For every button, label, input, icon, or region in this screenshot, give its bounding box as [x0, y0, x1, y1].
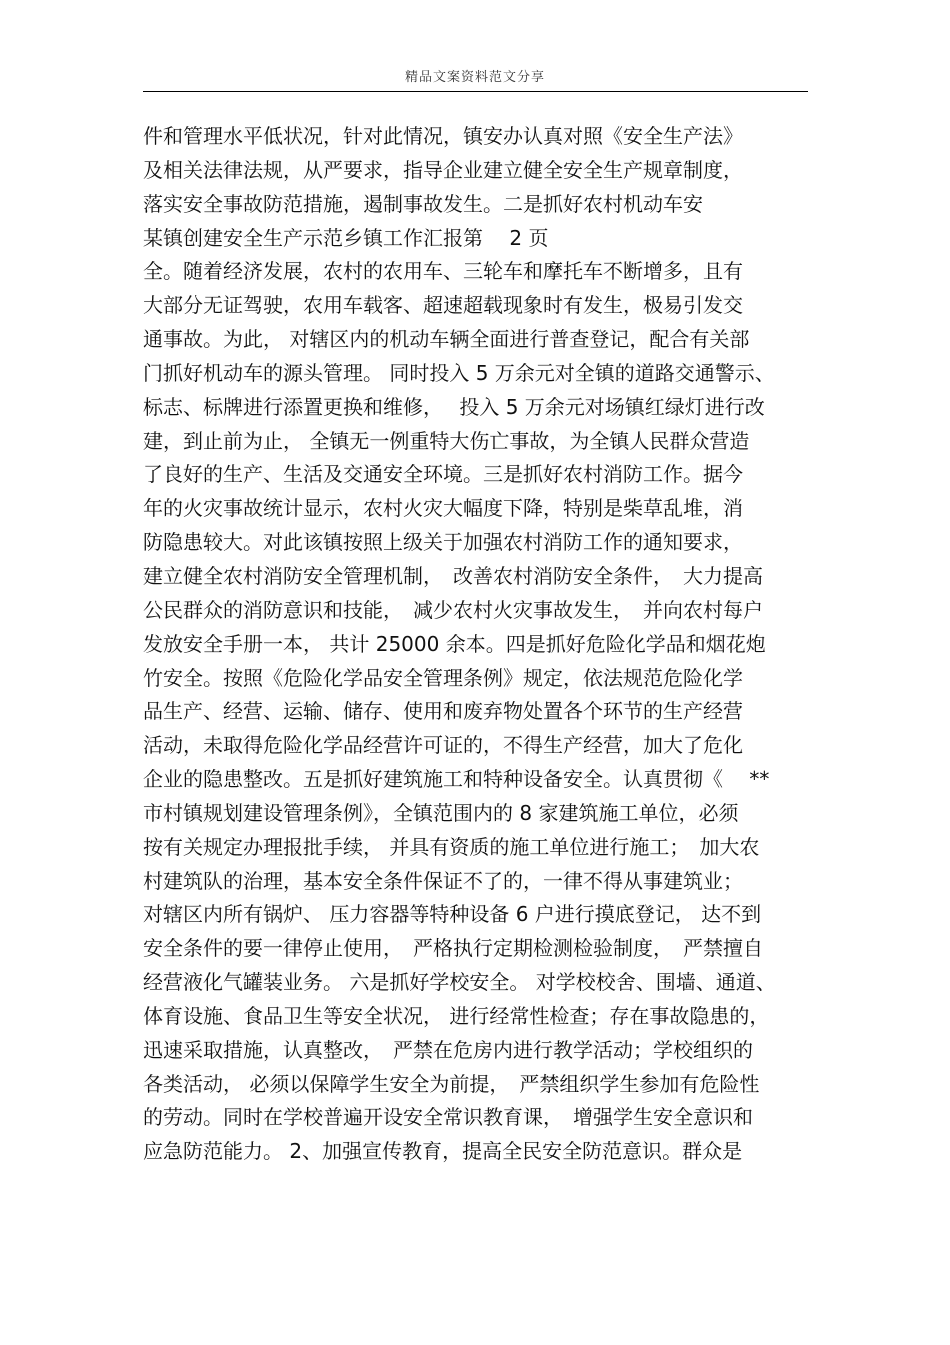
text-line: 企业的隐患整改。五是抓好建筑施工和特种设备安全。认真贯彻《 **	[143, 767, 770, 792]
page-label-line: 某镇创建安全生产示范乡镇工作汇报第 2 页	[143, 225, 549, 250]
text-line: 发放安全手册一本， 共计 25000 余本。四是抓好危险化学品和烟花炮	[143, 631, 766, 656]
text-line: 建立健全农村消防安全管理机制， 改善农村消防安全条件， 大力提高	[143, 563, 763, 588]
text-line: 迅速采取措施，认真整改， 严禁在危房内进行教学活动；学校组织的	[143, 1037, 753, 1062]
text-line: 按有关规定办理报批手续， 并具有资质的施工单位进行施工； 加大农	[143, 834, 760, 859]
text-line: 件和管理水平低状况，针对此情况，镇安办认真对照《安全生产法》	[143, 124, 743, 148]
text-line: 年的火灾事故统计显示，农村火灾大幅度下降，特别是柴草乱堆，消	[143, 496, 743, 521]
page-header: 精品文案资料范文分享	[404, 70, 545, 85]
text-line: 大部分无证驾驶，农用车载客、超速超载现象时有发生，极易引发交	[143, 293, 743, 318]
text-line: 防隐患较大。对此该镇按照上级关于加强农村消防工作的通知要求，	[143, 530, 743, 555]
text-line: 对辖区内所有锅炉、 压力容器等特种设备 6 户进行摸底登记， 达不到	[143, 902, 762, 927]
header-rule	[143, 91, 808, 92]
text-line: 应急防范能力。 2、加强宣传教育，提高全民安全防范意识。群众是	[143, 1139, 743, 1164]
text-line: 品生产、经营、运输、储存、使用和废弃物处置各个环节的生产经营	[143, 699, 743, 724]
text-line: 村建筑队的治理，基本安全条件保证不了的，一律不得从事建筑业；	[143, 868, 743, 893]
text-line: 标志、标牌进行添置更换和维修， 投入 5 万余元对场镇红绿灯进行改	[143, 394, 765, 419]
text-line: 经营液化气罐装业务。 六是抓好学校安全。 对学校校舍、围墙、通道、	[143, 970, 776, 995]
text-line: 安全条件的要一律停止使用， 严格执行定期检测检验制度， 严禁擅自	[143, 936, 763, 961]
text-line: 通事故。为此， 对辖区内的机动车辆全面进行普查登记，配合有关部	[143, 327, 750, 352]
text-line: 落实安全事故防范措施，遏制事故发生。二是抓好农村机动车安	[143, 191, 703, 216]
text-line: 体育设施、食品卫生等安全状况， 进行经常性检查；存在事故隐患的，	[143, 1003, 770, 1028]
text-line: 市村镇规划建设管理条例》，全镇范围内的 8 家建筑施工单位，必须	[143, 800, 739, 825]
text-line: 门抓好机动车的源头管理。 同时投入 5 万余元对全镇的道路交通警示、	[143, 360, 775, 385]
text-line: 的劳动。同时在学校普遍开设安全常识教育课， 增强学生安全意识和	[143, 1105, 753, 1130]
text-line: 建，到止前为止， 全镇无一例重特大伤亡事故，为全镇人民群众营造	[143, 428, 750, 453]
text-line: 活动，未取得危险化学品经营许可证的，不得生产经营，加大了危化	[143, 733, 743, 758]
text-line: 了良好的生产、生活及交通安全环境。三是抓好农村消防工作。据今	[143, 462, 743, 487]
text-line: 全。随着经济发展，农村的农用车、三轮车和摩托车不断增多，且有	[143, 259, 743, 284]
text-line: 竹安全。按照《危险化学品安全管理条例》规定，依法规范危险化学	[143, 665, 743, 690]
text-line: 公民群众的消防意识和技能， 减少农村火灾事故发生， 并向农村每户	[143, 597, 763, 622]
text-line: 及相关法律法规，从严要求，指导企业建立健全安全生产规章制度，	[143, 157, 743, 182]
body-text	[143, 120, 813, 1169]
text-line: 各类活动， 必须以保障学生安全为前提， 严禁组织学生参加有危险性	[143, 1071, 760, 1096]
